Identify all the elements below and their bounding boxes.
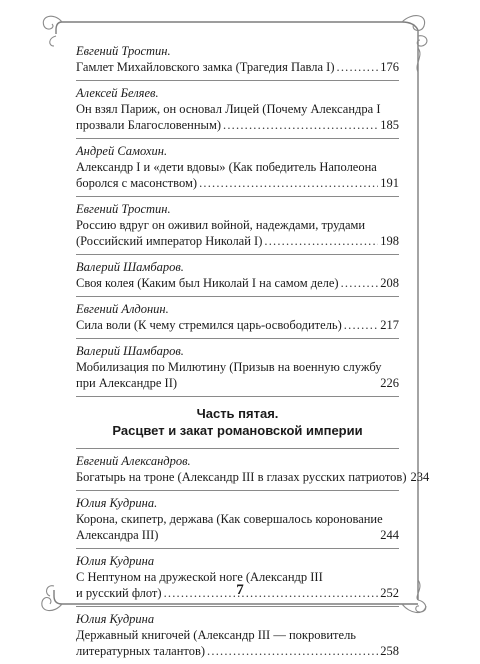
entry-title: и русский флот): [76, 586, 162, 600]
entry-page: 217: [380, 318, 399, 332]
entry-title: Корона, скипетр, держава (Как совершалось коронование: [76, 512, 383, 526]
entry-page: 198: [380, 234, 399, 248]
entry-page: 185: [380, 118, 399, 132]
entry-title-row: [76, 59, 399, 75]
entry-author: Юлия Кудрина.: [76, 496, 158, 510]
entry-author: Юлия Кудрина: [76, 612, 155, 626]
entry-title: Богатырь на троне (Александр III в глазах русских патриотов): [76, 470, 407, 484]
toc-entry: [76, 339, 399, 397]
entry-page: 176: [380, 60, 399, 74]
entry-title-row: [76, 275, 399, 291]
dot-leader: [223, 117, 378, 133]
toc-entry: [76, 449, 430, 491]
toc-entry: [76, 255, 399, 297]
entry-title: Александр I и «дети вдовы» (Как победитель Наполеона: [76, 160, 377, 174]
toc-entry: [76, 81, 399, 139]
entry-title: (Российский император Николай I): [76, 234, 263, 248]
entry-page: 226: [380, 376, 399, 390]
entry-title: Мобилизация по Милютину (Призыв на военную службу: [76, 360, 382, 374]
entry-title: С Нептуном на дружеской ноге (Александр III: [76, 570, 323, 584]
entry-page: 191: [380, 176, 399, 190]
entry-page: 252: [380, 586, 399, 600]
entry-author: Юлия Кудрина: [76, 554, 155, 568]
page-number: 7: [236, 582, 244, 598]
entry-title: боролся с масонством): [76, 176, 198, 190]
entry-title: литературных талантов): [76, 644, 206, 658]
toc-entry: [76, 39, 399, 81]
entry-page: 244: [380, 528, 399, 542]
entry-author: Евгений Тростин.: [76, 44, 171, 58]
entry-author: Алексей Беляев.: [76, 86, 159, 100]
entry-page: 208: [380, 276, 399, 290]
toc-entry: [76, 197, 399, 255]
entry-author: Евгений Тростин.: [76, 202, 171, 216]
entry-title: Державный книгочей (Александр III — покровитель: [76, 628, 357, 642]
toc-entry: [76, 297, 399, 339]
entry-title-row: [76, 643, 399, 659]
entry-title-row: [76, 317, 399, 333]
dot-leader: [341, 275, 379, 291]
entry-title-row: [76, 175, 399, 191]
part-heading: [76, 397, 399, 449]
entry-page: 234: [410, 470, 430, 484]
entry-title-row: [76, 233, 399, 249]
entry-title: при Александре II): [76, 376, 178, 390]
dot-leader: [337, 59, 379, 75]
entry-author: Евгений Алдонин.: [76, 302, 169, 316]
toc-entry: [76, 607, 399, 664]
entry-title: Сила воли (К чему стремился царь-освободитель): [76, 318, 342, 332]
entry-title-row: [76, 375, 399, 391]
entry-title: Своя колея (Каким был Николай I на самом деле): [76, 276, 339, 290]
dot-leader: [199, 175, 378, 191]
entry-title-row: [76, 117, 399, 133]
dot-leader: [344, 317, 378, 333]
entry-author: Валерий Шамбаров.: [76, 344, 184, 358]
part-number: Часть пятая.: [196, 406, 279, 421]
entry-title: прозвали Благословенным): [76, 118, 222, 132]
dot-leader: [207, 643, 378, 659]
entry-author: Андрей Самохин.: [76, 144, 168, 158]
toc-entry: [76, 139, 399, 197]
entry-title: Он взял Париж, он основал Лицей (Почему Александра I: [76, 102, 381, 116]
entry-title: Россию вдруг он оживил войной, надеждами, трудами: [76, 218, 366, 232]
entry-author: Евгений Александров.: [76, 454, 191, 468]
part-title: Расцвет и закат романовской империи: [112, 423, 363, 438]
entry-page: 258: [380, 644, 399, 658]
toc-entry: [76, 491, 399, 549]
entry-author: Валерий Шамбаров.: [76, 260, 184, 274]
entry-title: Александра III): [76, 528, 159, 542]
entry-title: Гамлет Михайловского замка (Трагедия Павла I): [76, 60, 335, 74]
entry-title-row: [76, 527, 399, 543]
dot-leader: [264, 233, 378, 249]
table-of-contents: [76, 39, 430, 664]
entry-title-row: [76, 469, 430, 485]
